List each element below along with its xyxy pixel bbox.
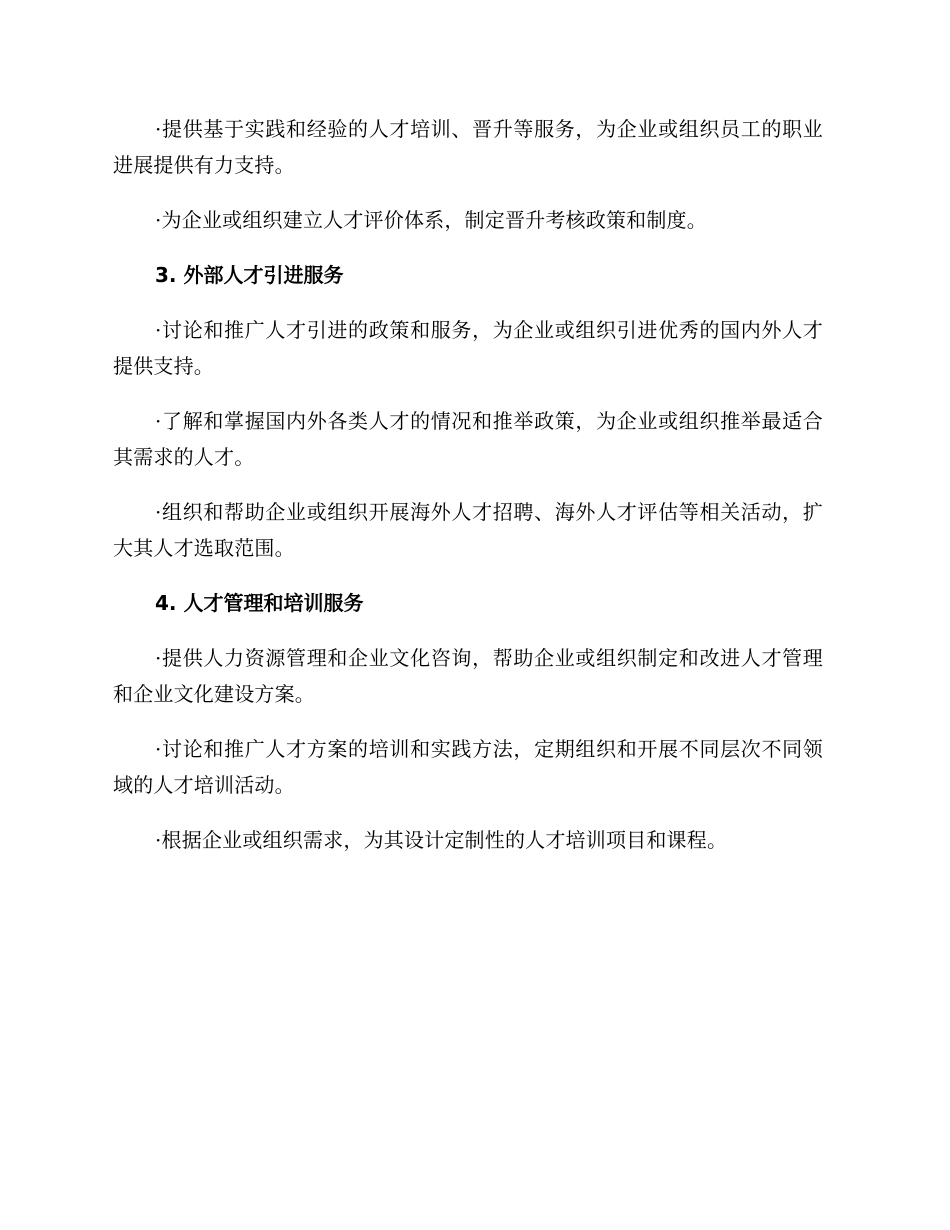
- bullet-paragraph: ·根据企业或组织需求，为其设计定制性的人才培训项目和课程。: [155, 828, 728, 852]
- bullet-paragraph: ·讨论和推广人才方案的培训和实践方法，定期组织和开展不同层次不同领域的人才培训活动。: [113, 737, 823, 797]
- section-heading: 4. 人才管理和培训服务: [155, 591, 364, 615]
- bullet-paragraph: ·组织和帮助企业或组织开展海外人才招聘、海外人才评估等相关活动，扩大其人才选取范围。: [113, 500, 823, 560]
- bullet-paragraph: ·提供人力资源管理和企业文化咨询，帮助企业或组织制定和改进人才管理和企业文化建设方案。: [113, 646, 823, 706]
- bullet-paragraph: ·为企业或组织建立人才评价体系，制定晋升考核政策和制度。: [155, 208, 707, 232]
- bullet-paragraph: ·讨论和推广人才引进的政策和服务，为企业或组织引进优秀的国内外人才提供支持。: [113, 318, 823, 378]
- bullet-paragraph: ·提供基于实践和经验的人才培训、晋升等服务，为企业或组织员工的职业进展提供有力支持。: [113, 117, 823, 177]
- section-heading: 3. 外部人才引进服务: [155, 263, 344, 287]
- document-body: [113, 111, 823, 877]
- bullet-paragraph: ·了解和掌握国内外各类人才的情况和推举政策，为企业或组织推举最适合其需求的人才。: [113, 409, 823, 469]
